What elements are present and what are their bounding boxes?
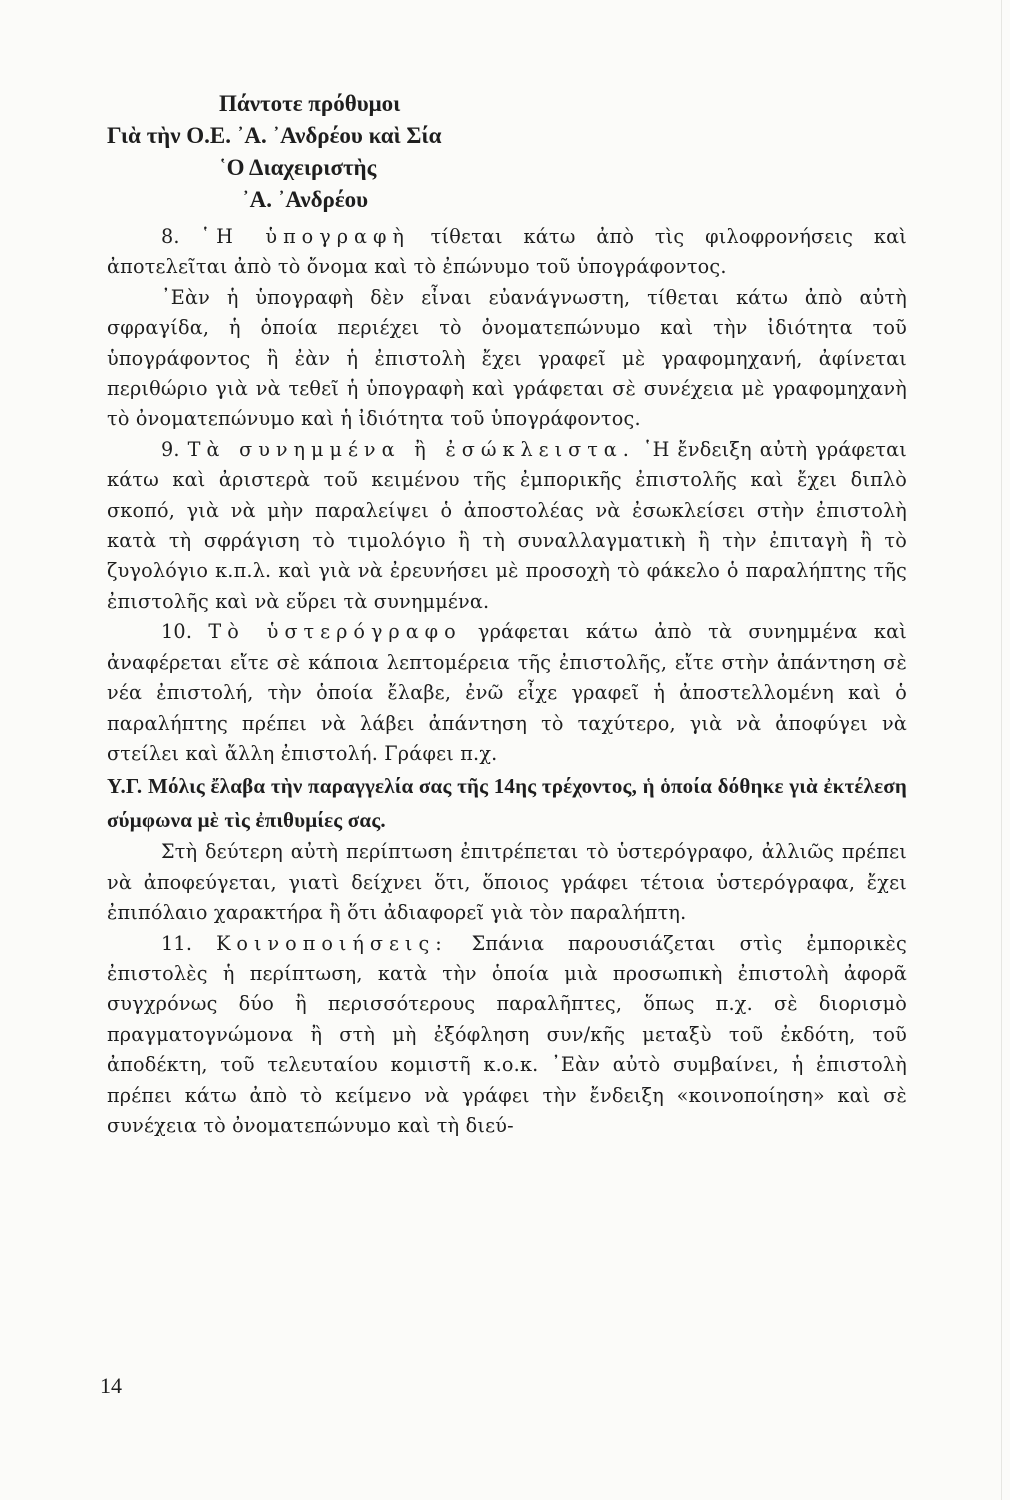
section-text: γράφεται κάτω ἀπὸ τὰ συνημμένα καὶ ἀναφέρεται εἴτε σὲ κάποια λεπτομέρεια τῆς ἐπιστολῆς, εἴτε στὴν ἀπάντηση σὲ νέα ἐπιστολή, τὴν ὁποία ἔλαβε, ἐνῶ εἶχε γραφεῖ ἡ ἀποστελλομένη καὶ ὁ παραλήπτης πρέπει νὰ λάβει ἀπάντηση τὸ ταχύτερο, γιὰ νὰ ἀποφύγει νὰ στείλει καὶ ἄλλη ἐπιστολή. Γράφει π.χ.	[107, 620, 907, 765]
paragraph-10	[107, 617, 907, 769]
section-number: 9.	[161, 437, 180, 461]
section-number: 8.	[161, 225, 180, 248]
paragraph-10b: Στὴ δεύτερη αὐτὴ περίπτωση ἐπιτρέπεται τὸ ὑστερόγραφο, ἀλλιῶς πρέπει νὰ ἀποφεύγεται, γιατὶ δείχνει ὅτι, ὅποιος γράφει τέτοια ὑστερόγραφα, ἔχει ἐπιπόλαιο χαρακτήρα ἢ ὅτι ἀδιαφορεῖ γιὰ τὸν παραλήπτη.	[107, 840, 907, 925]
letter-closing	[107, 88, 907, 216]
paragraph-8b: ᾿Εὰν ἡ ὑπογραφὴ δὲν εἶναι εὐανάγνωστη, τίθεται κάτω ἀπὸ αὐτὴ σφραγίδα, ἡ ὁποία περιέχει τὸ ὀνοματεπώνυμο καὶ τὴν ἰδιότητα τοῦ ὑπογράφοντος ἢ ἐὰν ἡ ἐπιστολὴ ἔχει γραφεῖ μὲ γραφομηχανή, ἀφίνεται περιθώριο γιὰ νὰ τεθεῖ ἡ ὑπογραφὴ καὶ γράφεται σὲ συνέχεια μὲ γραφομηχανὴ τὸ ὀνοματεπώνυμο καὶ ἡ ἰδιότητα τοῦ ὑπογράφοντος.	[107, 285, 907, 431]
section-heading: ῾Η ὑπογραφὴ	[200, 225, 410, 248]
paragraph-11	[107, 929, 907, 1142]
section-text: τίθεται κάτω ἀπὸ τὶς φιλοφρονήσεις καὶ ἀποτελεῖται ἀπὸ τὸ ὄνομα καὶ τὸ ἐπώνυμο τοῦ ὑπογράφοντος.	[107, 225, 907, 279]
section-heading: Τὰ συνημμένα ἢ ἐσώκλειστα.	[187, 437, 635, 461]
section-text: Σπάνια παρουσιάζεται στὶς ἐμπορικὲς ἐπιστολὲς ἡ περίπτωση, κατὰ τὴν ὁποία μιὰ προσωπικὴ ἐπιστολὴ ἀφορᾶ συγχρόνως δύο ἢ περισσότερους παραλῆπτες, ὅπως π.χ. σὲ διορισμὸ πραγματογνώμονα ἢ στὴ μὴ ἐξόφληση συν/κῆς μεταξὺ τοῦ ἐκδότη, τοῦ ἀποδέκτη, τοῦ τελευταίου κομιστῆ κ.ο.κ. ᾿Εὰν αὐτὸ συμβαίνει, ἡ ἐπιστολὴ πρέπει κάτω ἀπὸ τὸ κείμενο νὰ γράφει τὴν ἔνδειξη «κοινοποίηση» καὶ σὲ συνέχεια τὸ ὀνοματεπώνυμο καὶ τὴ διεύ-	[107, 931, 907, 1137]
section-heading: Κοινοποιήσεις:	[216, 931, 448, 955]
closing-role: ῾Ο Διαχειριστὴς	[219, 155, 377, 180]
closing-line: Πάντοτε πρόθυμοι	[219, 91, 401, 116]
document-page	[107, 88, 907, 1141]
page-number: 14	[100, 1373, 122, 1398]
paragraph-9	[107, 435, 907, 617]
section-text: ῾Η ἔνδειξη αὐτὴ γράφεται κάτω καὶ ἀριστερὰ τοῦ κειμένου τῆς ἐμπορικῆς ἐπιστολῆς καὶ ἔχει διπλὸ σκοπό, γιὰ νὰ μὴν παραλείψει ὁ ἀποστολέας νὰ ἐσωκλείσει στὴν ἐπιστολὴ κατὰ τὴ σφράγιση τὸ τιμολόγιο ἢ τὴ συναλλαγματικὴ ἢ τὴν ἐπιταγὴ ἢ τὸ ζυγολόγιο κ.π.λ. καὶ γιὰ νὰ ἐρευνήσει μὲ προσοχὴ τὸ φάκελο ὁ παραλήπτης τῆς ἐπιστολῆς καὶ νὰ εὕρει τὰ συνημμένα.	[107, 437, 907, 613]
body-text	[107, 222, 907, 1141]
section-number: 10.	[161, 620, 193, 644]
closing-signatory: ᾿Α. ᾿Ανδρέου	[242, 187, 369, 212]
postscript-example: Υ.Γ. Μόλις ἔλαβα τὴν παραγγελία σας τῆς 14ης τρέχοντος, ἡ ὁποία δόθηκε γιὰ ἐκτέλεση σύμφωνα μὲ τὶς ἐπιθυμίες σας.	[107, 774, 907, 833]
page-edge	[1001, 0, 1002, 1500]
section-heading: Τὸ ὑστερόγραφο	[208, 620, 462, 644]
section-number: 11.	[161, 931, 193, 955]
paragraph-8	[107, 222, 907, 283]
closing-company: Γιὰ τὴν Ο.Ε. ᾿Α. ᾿Ανδρέου καὶ Σία	[107, 123, 442, 148]
